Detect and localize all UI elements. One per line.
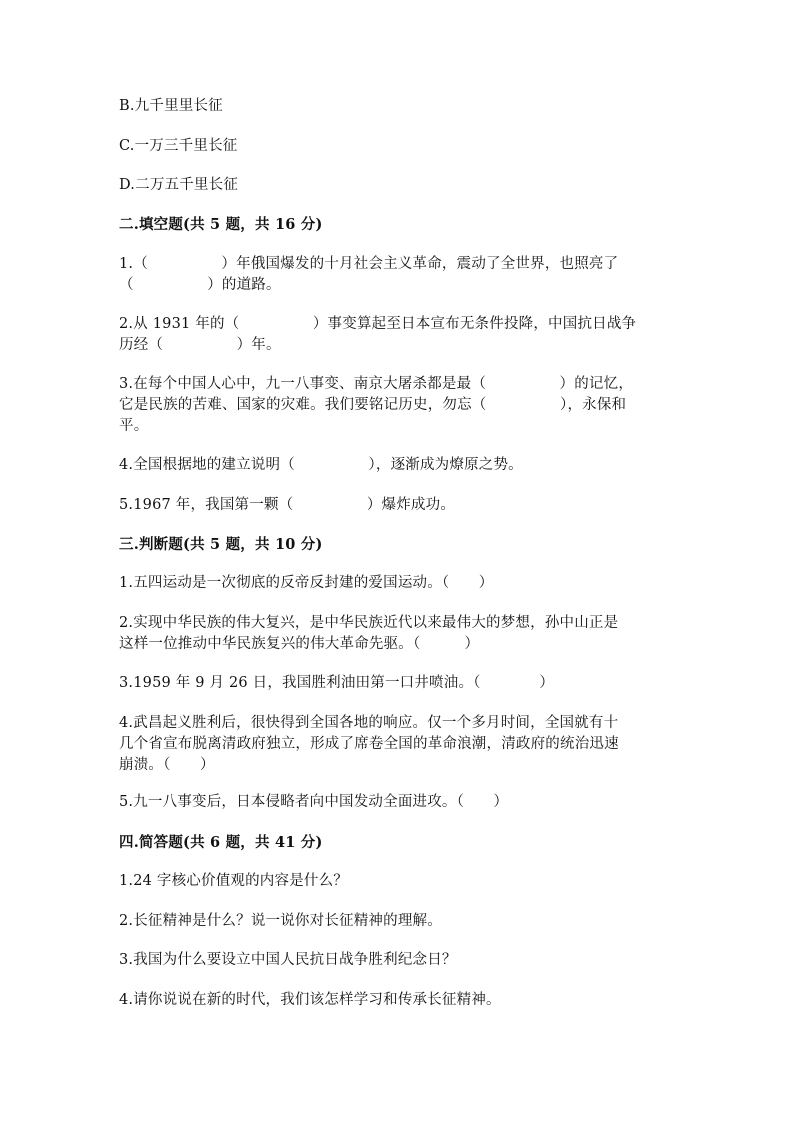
fill-question-3-line-3: 平。 (119, 418, 149, 434)
judge-question-2-line-1: 2.实现中华民族的伟大复兴，是中华民族近代以来最伟大的梦想，孙中山正是 (119, 615, 619, 631)
section-heading-fill-in: 二.填空题(共 5 题，共 16 分) (119, 216, 323, 233)
judge-question-4-line-1: 4.武昌起义胜利后，很快得到全国各地的响应。仅一个多月时间，全国就有十 (119, 715, 619, 731)
judge-question-4-line-2: 几个省宣布脱离清政府独立，形成了席卷全国的革命浪潮，清政府的统治迅速 (119, 736, 619, 752)
fill-question-5: 5.1967 年，我国第一颗（ ）爆炸成功。 (119, 497, 456, 513)
short-question-1: 1.24 字核心价值观的内容是什么？ (119, 873, 348, 889)
judge-question-3: 3.1959 年 9 月 26 日，我国胜利油田第一口井喷油。（ ） (119, 675, 555, 691)
fill-question-2-line-1: 2.从 1931 年的（ ）事变算起至日本宣布无条件投降，中国抗日战争 (119, 316, 637, 332)
fill-question-4: 4.全国根据地的建立说明（ ），逐渐成为燎原之势。 (119, 457, 523, 473)
option-d: D.二万五千里长征 (119, 177, 239, 193)
fill-question-1-line-2: （ ）的道路。 (119, 277, 281, 293)
short-question-4: 4.请你说说在新的时代，我们该怎样学习和传承长征精神。 (119, 992, 501, 1008)
option-c: C.一万三千里长征 (119, 138, 238, 154)
judge-question-2-line-2: 这样一位推动中华民族复兴的伟大革命先驱。（ ） (119, 636, 480, 652)
short-question-3: 3.我国为什么要设立中国人民抗日战争胜利纪念日？ (119, 952, 457, 968)
fill-question-3-line-2: 它是民族的苦难、国家的灾难。我们要铭记历史，勿忘（ ），永保和 (119, 397, 627, 413)
judge-question-4-line-3: 崩溃。（ ） (119, 757, 215, 773)
judge-question-1: 1.五四运动是一次彻底的反帝反封建的爱国运动。（ ） (119, 575, 494, 591)
section-heading-true-false: 三.判断题(共 5 题，共 10 分) (119, 536, 323, 553)
fill-question-2-line-2: 历经（ ）年。 (119, 337, 281, 353)
section-heading-short-answer: 四.简答题(共 6 题，共 41 分) (119, 834, 323, 851)
fill-question-1-line-1: 1.（ ）年俄国爆发的十月社会主义革命，震动了全世界，也照亮了 (119, 256, 619, 272)
option-b: B.九千里里长征 (119, 98, 223, 114)
short-question-2: 2.长征精神是什么？说一说你对长征精神的理解。 (119, 913, 442, 929)
fill-question-3-line-1: 3.在每个中国人心中，九一八事变、南京大屠杀都是最（ ）的记忆， (119, 376, 634, 392)
judge-question-5: 5.九一八事变后，日本侵略者向中国发动全面进攻。（ ） (119, 794, 509, 810)
